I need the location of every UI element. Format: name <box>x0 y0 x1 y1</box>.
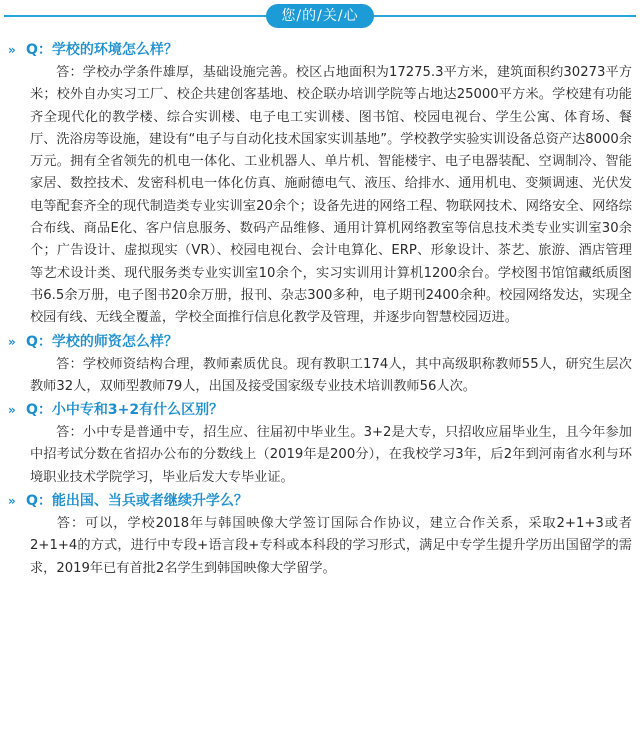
faq-item-teachers <box>8 330 632 399</box>
answer-text: 答：小中专是普通中专，招生应、往届初中毕业生。3+2是大专，只招收应届毕业生，且今年参加中招考试分数在省招办公布的分数线上（2019年是200分），在我校学习3年，后2年到河南省水利与环境职业技术学院学习，毕业后发大专毕业证。 <box>30 425 632 485</box>
faq-item-programs <box>8 398 632 489</box>
question-text: Q：能出国、当兵或者继续升学么？ <box>26 493 248 510</box>
faq-item-environment <box>8 38 632 330</box>
section-header <box>0 0 640 32</box>
header-rule-left <box>4 15 266 17</box>
answer-text: 答：学校办学条件雄厚，基础设施完善。校区占地面积为17275.3平方米，建筑面积约30273平方米；校外自办实习工厂、校企共建创客基地、校企联办培训学院等占地达25000平方米。学校建有功能齐全现代化的教学楼、综合实训楼、电子电工实训楼、图书馆、校园电视台、学生公寓、体育场、餐厅、洗浴房等设施，建设有“电子与自动化技术国家实训基地”。学校教学实验实训设备总资产达8000余万元。拥有全省领先的机电一体化、工业机器人、单片机、智能楼宇、电子电器装配、空调制冷、智能家居、数控技术、发密科机电一体化仿真、施耐德电气、液压、给排水、通用机电、变频调速、光伏发电等配套齐全的现代制造类专业实训室20余个；设备先进的网络工程、物联网技术、网络安全、网络综合布线、商品E化、客户信息服务、数码产品维修、通用计算机网络教室等信息技术类专业实训室30余个；广告设计、虚拟现实（VR）、校园电视台、会计电算化、ERP、形象设计、茶艺、旅游、酒店管理等艺术设计类、现代服务类专业实训室10余个，实习实训用计算机1200余台。学校图书馆馆藏纸质图书6.5余万册，电子图书20余万册，报刊、杂志300多种，电子期刊2400余种。校园网络发达，实现全校园有线、无线全覆盖，学校全面推行信息化教学及管理，并逐步向智慧校园迈进。 <box>30 65 632 326</box>
double-chevron-icon: » <box>8 334 16 349</box>
faq-answer <box>30 62 632 330</box>
section-title: 您/的/关/心 <box>266 4 374 28</box>
header-rule-right <box>374 15 636 17</box>
faq-question <box>8 330 632 354</box>
question-text: Q：学校的师资怎么样？ <box>26 333 178 350</box>
faq-question <box>8 38 632 62</box>
faq-list <box>8 38 632 580</box>
faq-question <box>8 489 632 513</box>
faq-answer <box>30 513 632 580</box>
double-chevron-icon: » <box>8 494 16 509</box>
faq-question <box>8 398 632 422</box>
double-chevron-icon: » <box>8 403 16 418</box>
double-chevron-icon: » <box>8 43 16 57</box>
faq-answer <box>30 422 632 489</box>
question-text: Q：学校的环境怎么样？ <box>26 42 178 58</box>
faq-answer <box>30 354 632 399</box>
faq-item-future <box>8 489 632 580</box>
question-text: Q：小中专和3+2有什么区别？ <box>26 402 224 419</box>
answer-text: 答：学校师资结构合理，教师素质优良。现有教职工174人，其中高级职称教师55人，研究生层次教师32人，双师型教师79人，出国及接受国家级专业技术培训教师56人次。 <box>30 356 632 394</box>
answer-text: 答：可以，学校2018年与韩国映像大学签订国际合作协议，建立合作关系，采取2+1+3或者2+1+4的方式，进行中专段+语言段+专科或本科段的学习形式，满足中专学生提升学历出国留学的需求，2019年已有首批2名学生到韩国映像大学留学。 <box>30 516 632 576</box>
